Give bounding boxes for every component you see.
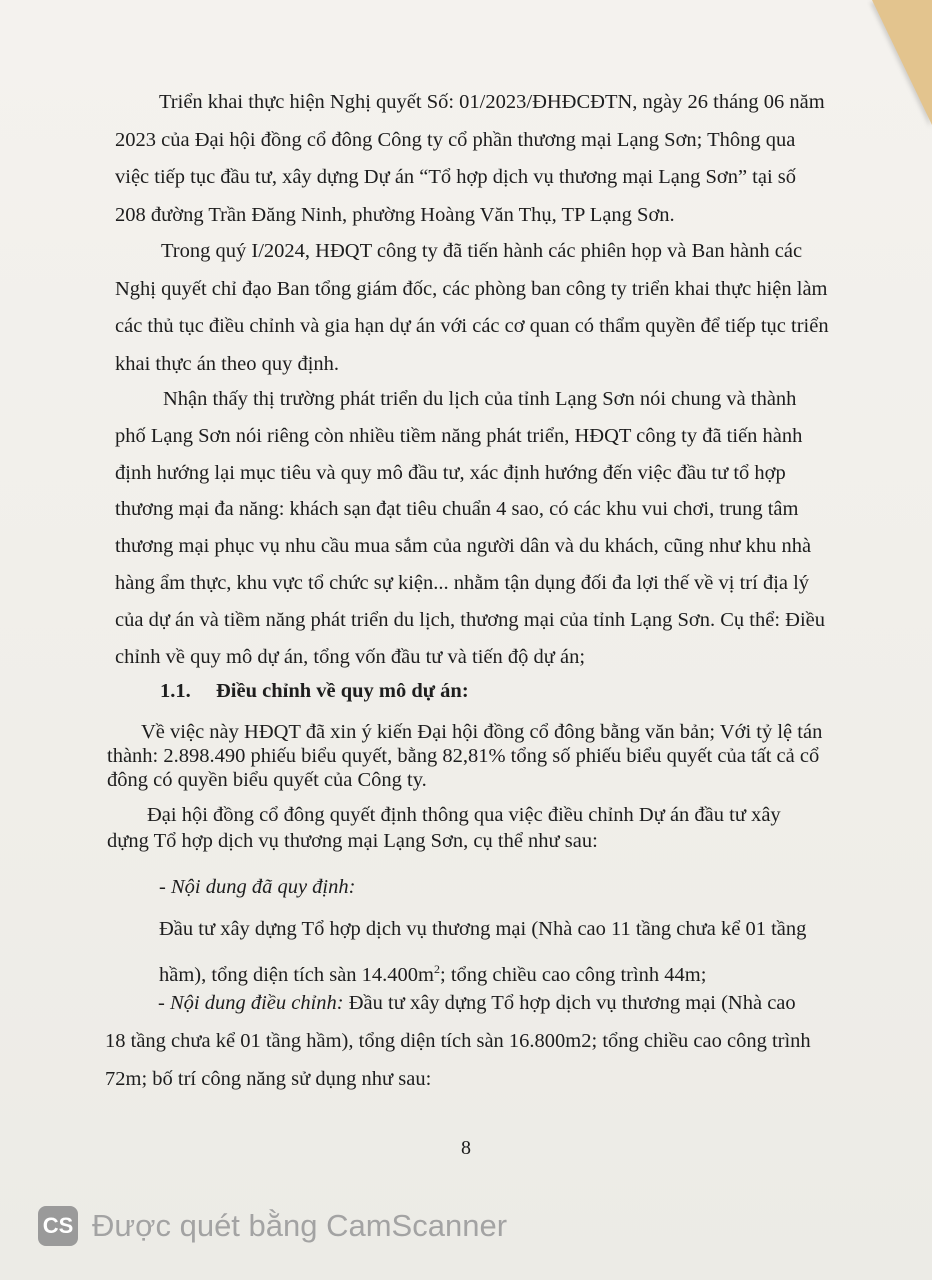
paragraph-6-line: Đầu tư xây dựng Tổ hợp dịch vụ thương mại (Nhà cao 11 tầng chưa kể 01 tầng xyxy=(159,918,807,940)
paragraph-5-line: dựng Tổ hợp dịch vụ thương mại Lạng Sơn, cụ thể như sau: xyxy=(107,830,598,852)
watermark-text: Được quét bằng CamScanner xyxy=(92,1208,508,1243)
paragraph-1-line: 208 đường Trần Đăng Ninh, phường Hoàng Văn Thụ, TP Lạng Sơn. xyxy=(115,203,675,226)
paragraph-5-line: Đại hội đồng cổ đông quyết định thông qua việc điều chỉnh Dự án đầu tư xây xyxy=(147,804,781,826)
paragraph-3-line: phố Lạng Sơn nói riêng còn nhiều tiềm năng phát triển, HĐQT công ty đã tiến hành xyxy=(115,424,803,447)
paragraph-2-line: các thủ tục điều chỉnh và gia hạn dự án với các cơ quan có thẩm quyền để tiếp tục triển xyxy=(115,315,829,337)
paragraph-1-line: việc tiếp tục đầu tư, xây dựng Dự án “Tổ hợp dịch vụ thương mại Lạng Sơn” tại số xyxy=(115,166,797,188)
paragraph-4-line: Về việc này HĐQT đã xin ý kiến Đại hội đồng cổ đông bằng văn bản; Với tỷ lệ tán xyxy=(141,721,823,743)
paragraph-3-line: thương mại phục vụ nhu cầu mua sắm của người dân và du khách, cũng như khu nhà xyxy=(115,535,812,558)
paragraph-3 xyxy=(115,381,867,675)
paragraph-2-line: Trong quý I/2024, HĐQT công ty đã tiến hành các phiên họp và Ban hành các xyxy=(161,240,803,262)
paragraph-4 xyxy=(107,720,847,792)
paragraph-3-line: của dự án và tiềm năng phát triển du lịch, thương mại của tỉnh Lạng Sơn. Cụ thể: Điều xyxy=(115,608,825,631)
section-heading-number: 1.1. xyxy=(160,680,191,702)
old-content-label: - Nội dung đã quy định: xyxy=(159,876,356,898)
camscanner-logo-icon: CS xyxy=(38,1206,78,1246)
paragraph-3-line: chỉnh về quy mô dự án, tổng vốn đầu tư và tiến độ dự án; xyxy=(115,645,586,668)
paragraph-1-line: Triển khai thực hiện Nghị quyết Số: 01/2023/ĐHĐCĐTN, ngày 26 tháng 06 năm xyxy=(159,91,825,113)
paragraph-3-line: thương mại đa năng: khách sạn đạt tiêu chuẩn 4 sao, có các khu vui chơi, trung tâm xyxy=(115,498,799,521)
superscript-2: 2 xyxy=(434,962,440,976)
paragraph-7-line: 18 tầng chưa kể 01 tầng hầm), tổng diện tích sàn 16.800m2; tổng chiều cao công trình xyxy=(105,1030,811,1052)
paragraph-2 xyxy=(115,233,867,383)
paragraph-1 xyxy=(115,84,867,234)
section-heading xyxy=(160,680,469,703)
paragraph-5 xyxy=(107,802,847,854)
area-text: hầm), tổng diện tích sàn 14.400m xyxy=(159,963,434,986)
paragraph-3-line: Nhận thấy thị trường phát triển du lịch của tỉnh Lạng Sơn nói chung và thành xyxy=(163,388,797,410)
paragraph-2-line: khai thực án theo quy định. xyxy=(115,352,340,375)
camscanner-watermark xyxy=(38,1204,507,1248)
page-number: 8 xyxy=(461,1137,471,1159)
new-content-text: Đầu tư xây dựng Tổ hợp dịch vụ thương mại (Nhà cao xyxy=(343,992,796,1014)
paragraph-7 xyxy=(105,984,855,1098)
paragraph-2-line: Nghị quyết chỉ đạo Ban tổng giám đốc, các phòng ban công ty triển khai thực hiện làm xyxy=(115,277,828,300)
page-corner-fold xyxy=(872,0,932,125)
paragraph-1-line: 2023 của Đại hội đồng cổ đông Công ty cổ phần thương mại Lạng Sơn; Thông qua xyxy=(115,128,796,151)
new-content-label: - Nội dung điều chỉnh: xyxy=(158,992,344,1014)
paragraph-3-line: hàng ẩm thực, khu vực tổ chức sự kiện... nhằm tận dụng đối đa lợi thế về vị trí địa lý xyxy=(115,571,810,594)
paragraph-6 xyxy=(159,909,859,995)
paragraph-4-line: thành: 2.898.490 phiếu biểu quyết, bằng 82,81% tổng số phiếu biểu quyết của tất cả cổ xyxy=(107,745,820,767)
paragraph-3-line: định hướng lại mục tiêu và quy mô đầu tư, xác định hướng đến việc đầu tư tổ hợp xyxy=(115,461,786,484)
paragraph-4-line: đông có quyền biểu quyết của Công ty. xyxy=(107,769,427,791)
paragraph-7-line xyxy=(105,984,855,1022)
paragraph-7-line: 72m; bố trí công năng sử dụng như sau: xyxy=(105,1068,432,1090)
height-text: ; tổng chiều cao công trình 44m; xyxy=(440,963,707,986)
section-heading-text: Điều chỉnh về quy mô dự án: xyxy=(216,680,469,702)
